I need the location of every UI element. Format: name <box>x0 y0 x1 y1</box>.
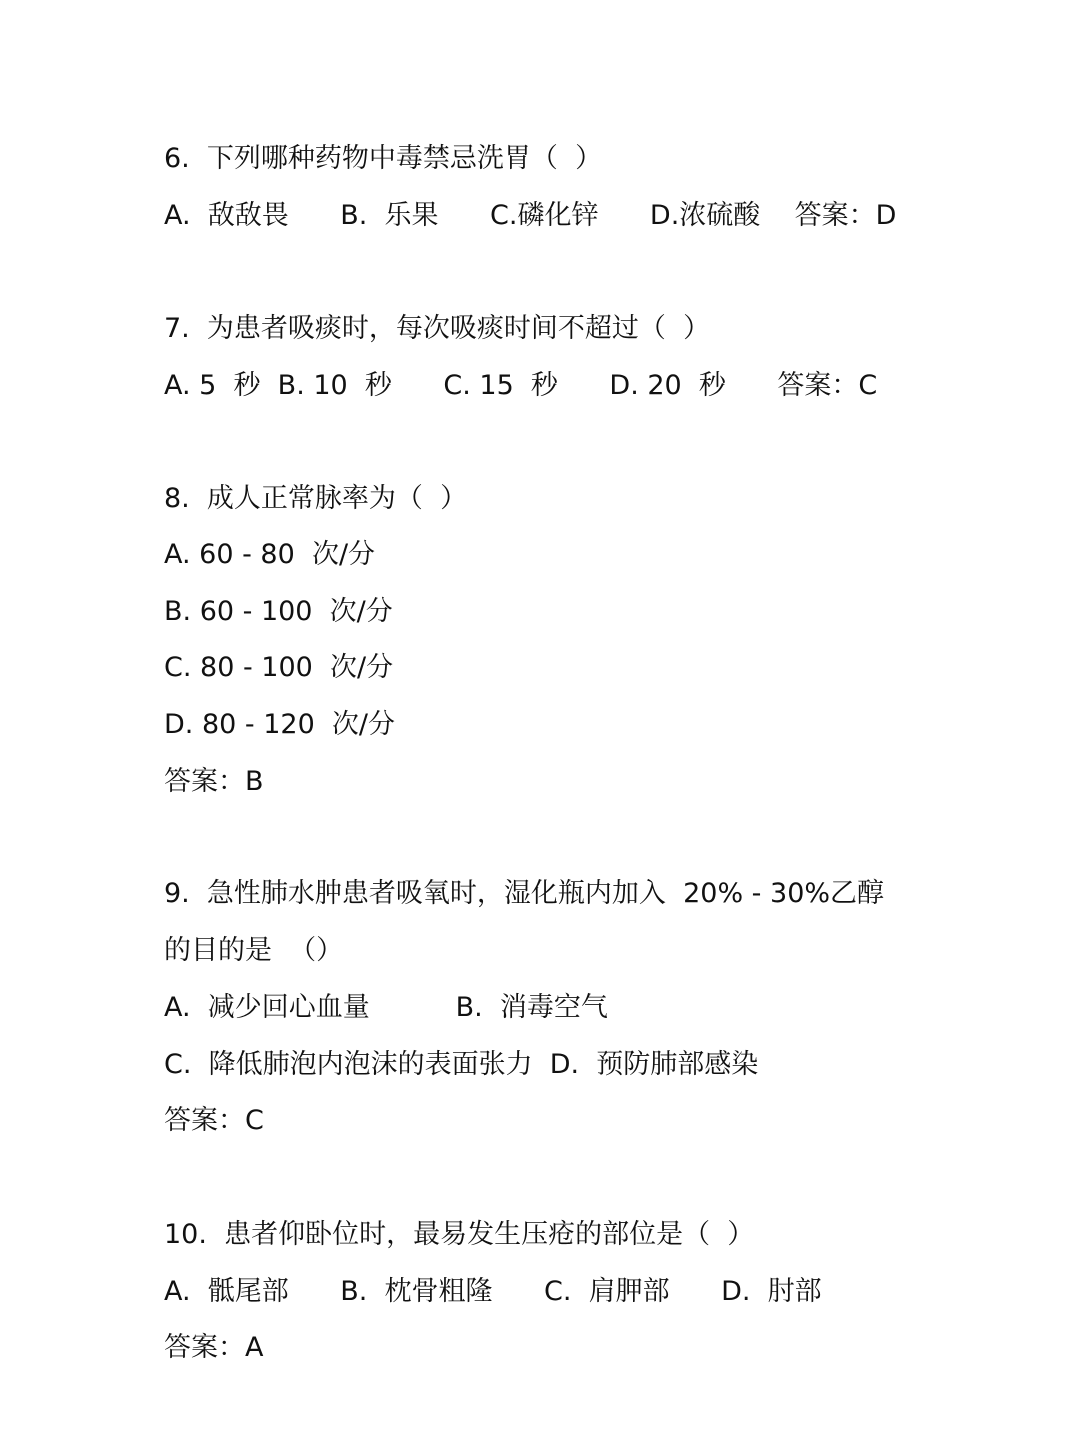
options-line: A. 5 秒 B. 10 秒 C. 15 秒 D. 20 秒 答案：C <box>164 370 878 401</box>
answer: 答案：B <box>164 766 264 797</box>
question-stem-line-1: 9. 急性肺水肿患者吸氧时，湿化瓶内加入 20% - 30%乙醇 <box>164 878 885 909</box>
option-c: C. 80 - 100 次/分 <box>164 652 394 683</box>
option-d: D. 80 - 120 次/分 <box>164 709 396 740</box>
options-line: A. 骶尾部 B. 枕骨粗隆 C. 肩胛部 D. 肘部 <box>164 1276 822 1307</box>
option-a: A. 60 - 80 次/分 <box>164 539 376 570</box>
answer: 答案：C <box>164 1105 264 1136</box>
question-stem: 6. 下列哪种药物中毒禁忌洗胃（ ） <box>164 143 603 174</box>
options-line: A. 敌敌畏 B. 乐果 C.磷化锌 D.浓硫酸 答案：D <box>164 200 897 231</box>
options-line-1: A. 减少回心血量 B. 消毒空气 <box>164 992 608 1023</box>
question-stem: 10. 患者仰卧位时，最易发生压疮的部位是（ ） <box>164 1219 755 1250</box>
option-b: B. 60 - 100 次/分 <box>164 596 393 627</box>
question-stem: 8. 成人正常脉率为（ ） <box>164 483 468 514</box>
options-line-2: C. 降低肺泡内泡沫的表面张力 D. 预防肺部感染 <box>164 1049 759 1080</box>
answer: 答案：A <box>164 1332 264 1363</box>
question-stem-line-2: 的目的是 （） <box>164 935 344 966</box>
question-stem: 7. 为患者吸痰时，每次吸痰时间不超过（ ） <box>164 313 711 344</box>
